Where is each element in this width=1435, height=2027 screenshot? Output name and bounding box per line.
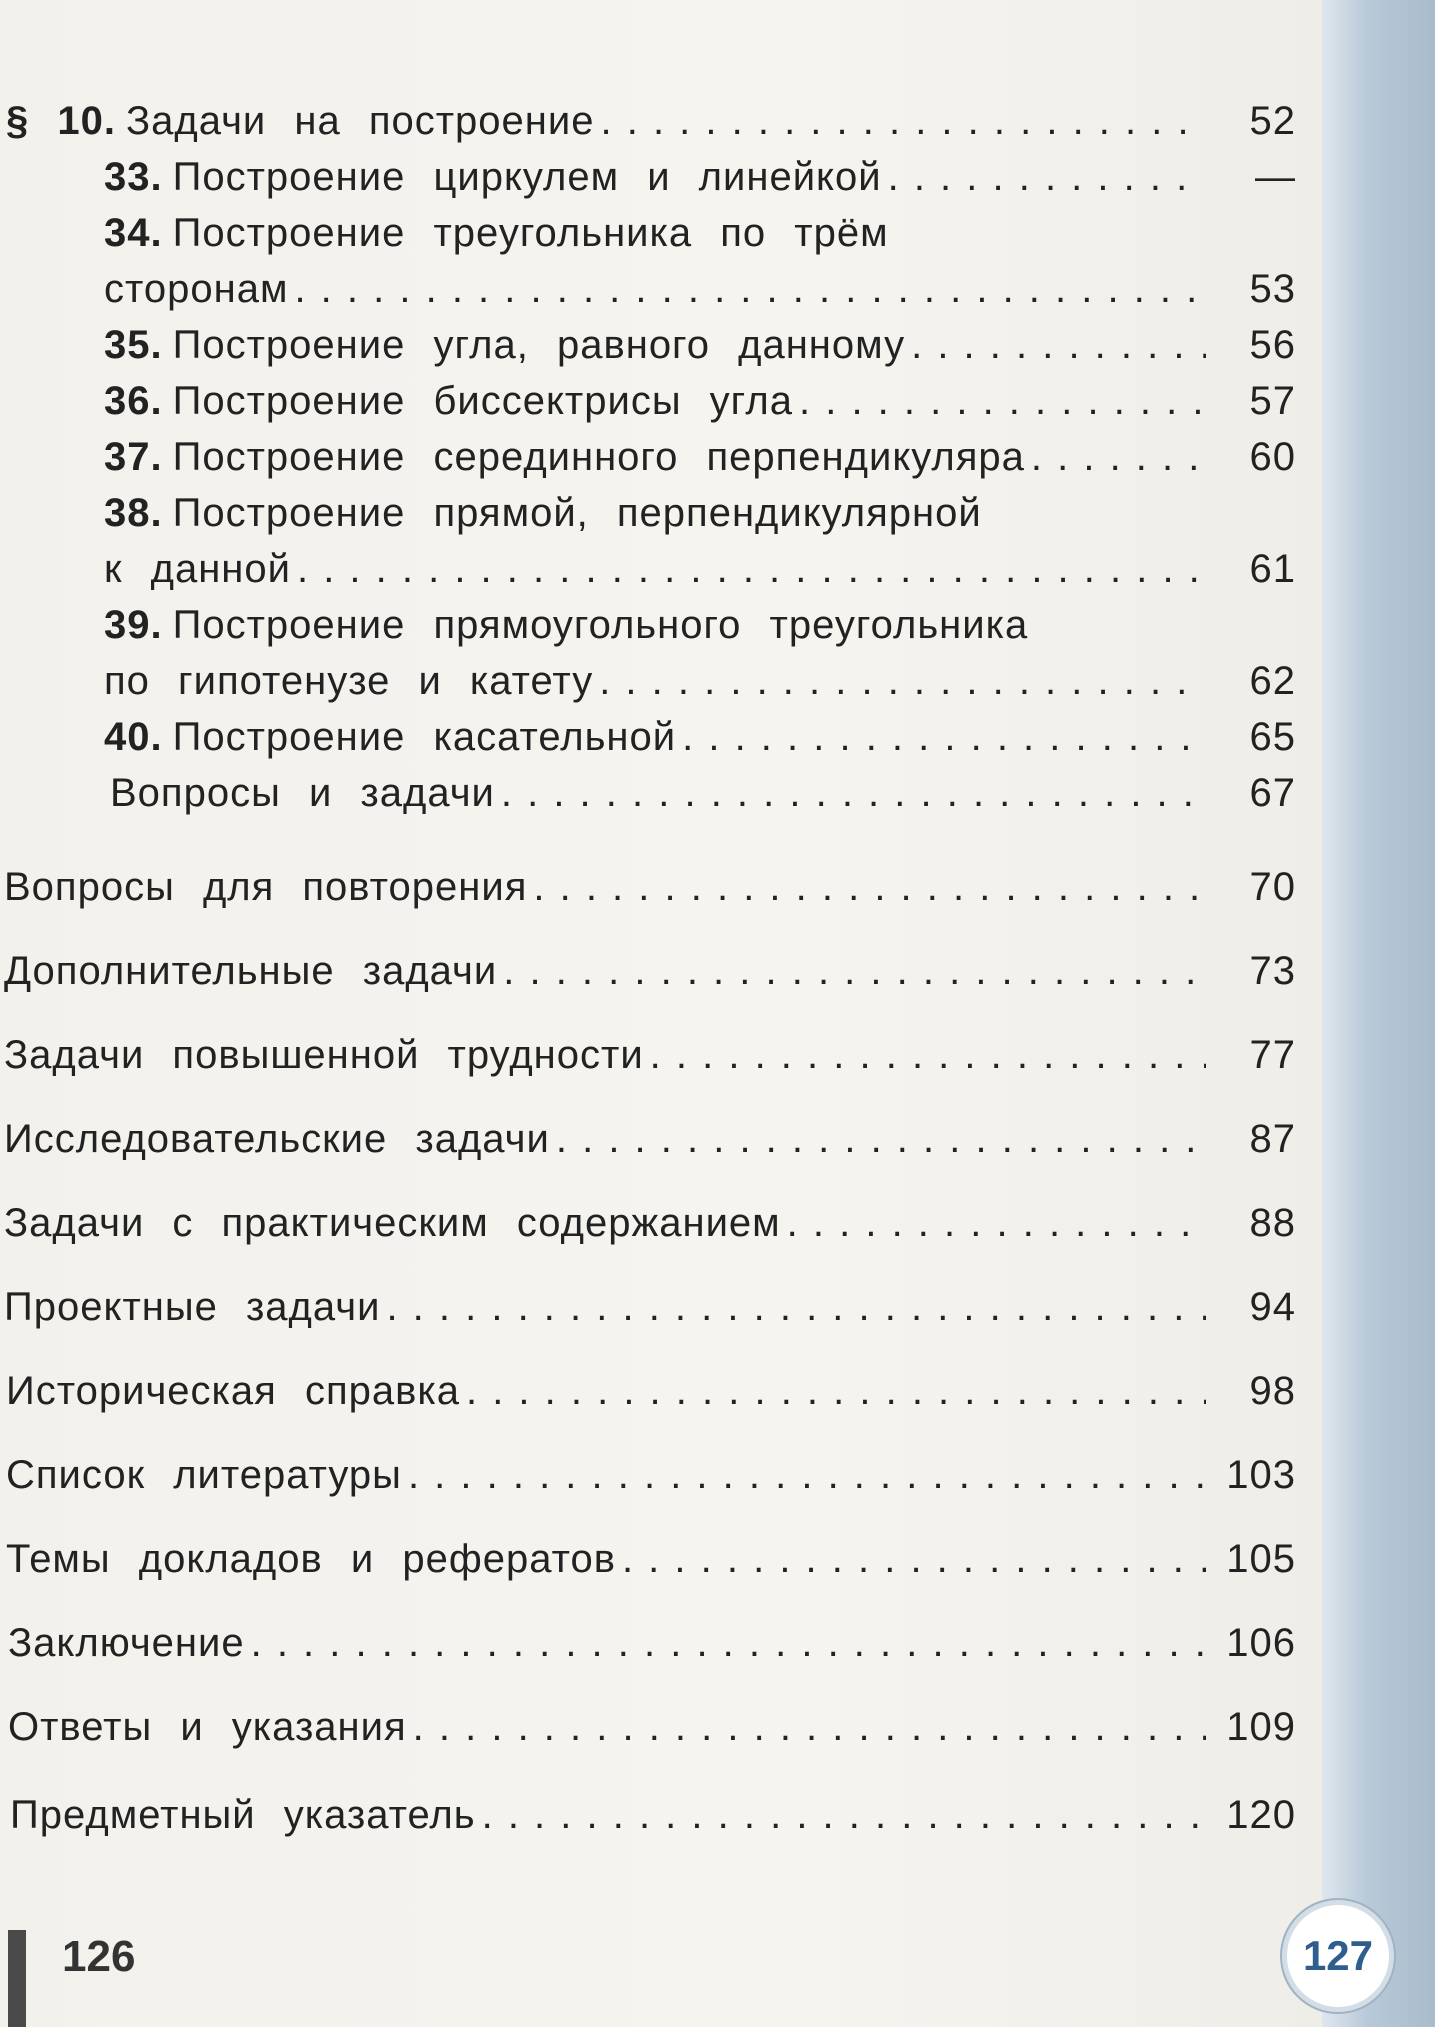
- toc-page: 61: [1249, 547, 1296, 591]
- toc-page: 67: [1249, 771, 1296, 815]
- toc-leader-dots: [386, 1282, 1206, 1332]
- toc-chapter-practical-problems[interactable]: [4, 1198, 1296, 1248]
- page-margin-bar: [8, 1930, 26, 2027]
- toc-number: 39.: [104, 603, 163, 647]
- page-number-badge: [1282, 1900, 1394, 2012]
- toc-leader-dots: [1034, 600, 1206, 650]
- toc-chapter-project-problems[interactable]: [4, 1282, 1296, 1332]
- toc-leader-dots: [650, 1030, 1206, 1080]
- toc-number: 36.: [104, 379, 163, 423]
- toc-title: Построение серединного перпендикуляра: [172, 435, 1025, 479]
- toc-title: Ответы и указания: [8, 1705, 407, 1749]
- toc-leader-dots: [888, 152, 1206, 202]
- toc-leader-dots: [294, 264, 1206, 314]
- toc-page: 60: [1249, 435, 1296, 479]
- toc-title: Исследовательские задачи: [4, 1117, 550, 1161]
- toc-leader-dots: [251, 1618, 1206, 1668]
- toc-item-33[interactable]: [104, 152, 1296, 202]
- toc-number: 34.: [104, 211, 163, 255]
- toc-title: Вопросы и задачи: [110, 771, 495, 815]
- toc-title: Построение угла, равного данному: [172, 323, 906, 367]
- toc-chapter-index[interactable]: [10, 1790, 1296, 1840]
- toc-title: Построение прямоугольного треугольника: [172, 603, 1029, 647]
- toc-leader-dots: [297, 544, 1206, 594]
- toc-item-34-cont[interactable]: [104, 264, 1296, 314]
- toc-title: Построение треугольника по трём: [172, 211, 889, 255]
- facing-page-edge: [1322, 0, 1435, 2027]
- toc-leader-dots: [408, 1450, 1206, 1500]
- toc-title: по гипотенузе и катету: [104, 659, 594, 703]
- page-number-left: 126: [62, 1932, 136, 1981]
- toc-leader-dots: [413, 1702, 1206, 1752]
- toc-leader-dots: [622, 1534, 1206, 1584]
- toc-title: Построение прямой, перпендикулярной: [172, 491, 982, 535]
- toc-item-38[interactable]: [104, 488, 1296, 538]
- toc-page: 87: [1249, 1117, 1296, 1161]
- toc-number: 35.: [104, 323, 163, 367]
- toc-page: —: [1255, 155, 1296, 199]
- toc-section-10[interactable]: [6, 96, 1296, 146]
- toc-chapter-additional-problems[interactable]: [4, 946, 1296, 996]
- toc-number: 37.: [104, 435, 163, 479]
- toc-item-39[interactable]: [104, 600, 1296, 650]
- toc-title: Историческая справка: [6, 1369, 460, 1413]
- toc-title: Задачи с практическим содержанием: [4, 1201, 781, 1245]
- toc-page: 53: [1249, 267, 1296, 311]
- toc-leader-dots: [787, 1198, 1206, 1248]
- toc-leader-dots: [988, 488, 1206, 538]
- toc-leader-dots: [599, 656, 1206, 706]
- toc-page: 65: [1249, 715, 1296, 759]
- toc-title: Проектные задачи: [4, 1285, 381, 1329]
- toc-page: 73: [1249, 949, 1296, 993]
- toc-title: Построение биссектрисы угла: [172, 379, 793, 423]
- toc-title: сторонам: [104, 267, 289, 311]
- toc-chapter-research-problems[interactable]: [4, 1114, 1296, 1164]
- toc-title: Темы докладов и рефератов: [6, 1537, 616, 1581]
- toc-chapter-literature[interactable]: [6, 1450, 1296, 1500]
- toc-page: 103: [1226, 1453, 1296, 1497]
- toc-page: 62: [1249, 659, 1296, 703]
- toc-title: Задачи на построение: [125, 99, 595, 143]
- toc-leader-dots: [895, 208, 1206, 258]
- toc-chapter-conclusion[interactable]: [8, 1618, 1296, 1668]
- toc-chapter-review-questions[interactable]: [4, 862, 1296, 912]
- toc-title: Построение касательной: [172, 715, 677, 759]
- toc-chapter-hard-problems[interactable]: [4, 1030, 1296, 1080]
- toc-item-37[interactable]: [104, 432, 1296, 482]
- toc-item-34[interactable]: [104, 208, 1296, 258]
- toc-leader-dots: [600, 96, 1206, 146]
- toc-leader-dots: [533, 862, 1206, 912]
- toc-item-39-cont[interactable]: [104, 656, 1296, 706]
- toc-chapter-history[interactable]: [6, 1366, 1296, 1416]
- toc-leader-dots: [466, 1366, 1206, 1416]
- toc-leader-dots: [556, 1114, 1206, 1164]
- toc-leader-dots: [503, 946, 1206, 996]
- toc-page: 70: [1249, 865, 1296, 909]
- toc-number: § 10.: [6, 99, 116, 143]
- toc-number: 33.: [104, 155, 163, 199]
- toc-leader-dots: [501, 768, 1206, 818]
- toc-title: Вопросы для повторения: [4, 865, 528, 909]
- toc-page: 109: [1226, 1705, 1296, 1749]
- page-number-right: 127: [1302, 1932, 1374, 1979]
- toc-page: 105: [1226, 1537, 1296, 1581]
- toc-title: Задачи повышенной трудности: [4, 1033, 644, 1077]
- toc-title: Дополнительные задачи: [4, 949, 498, 993]
- toc-title: Предметный указатель: [10, 1793, 476, 1837]
- toc-leader-dots: [682, 712, 1206, 762]
- toc-number: 38.: [104, 491, 163, 535]
- toc-title: Список литературы: [6, 1453, 402, 1497]
- toc-chapter-answers[interactable]: [8, 1702, 1296, 1752]
- toc-page: 88: [1249, 1201, 1296, 1245]
- toc-item-36[interactable]: [104, 376, 1296, 426]
- toc-title: к данной: [104, 547, 291, 591]
- toc-page: 120: [1226, 1793, 1296, 1837]
- toc-page: 52: [1249, 99, 1296, 143]
- toc-page: 57: [1249, 379, 1296, 423]
- toc-page: 56: [1249, 323, 1296, 367]
- toc-leader-dots: [799, 376, 1206, 426]
- toc-item-40[interactable]: [104, 712, 1296, 762]
- toc-leader-dots: [911, 320, 1206, 370]
- toc-item-35[interactable]: [104, 320, 1296, 370]
- toc-page: 106: [1226, 1621, 1296, 1665]
- toc-chapter-report-topics[interactable]: [6, 1534, 1296, 1584]
- toc-item-questions[interactable]: [110, 768, 1296, 818]
- toc-leader-dots: [482, 1790, 1206, 1840]
- toc-page: 94: [1249, 1285, 1296, 1329]
- toc-number: 40.: [104, 715, 163, 759]
- toc-item-38-cont[interactable]: [104, 544, 1296, 594]
- toc-leader-dots: [1031, 432, 1206, 482]
- toc-page: 98: [1249, 1369, 1296, 1413]
- toc-page: 77: [1249, 1033, 1296, 1077]
- toc-title: Заключение: [8, 1621, 245, 1665]
- toc-title: Построение циркулем и линейкой: [172, 155, 882, 199]
